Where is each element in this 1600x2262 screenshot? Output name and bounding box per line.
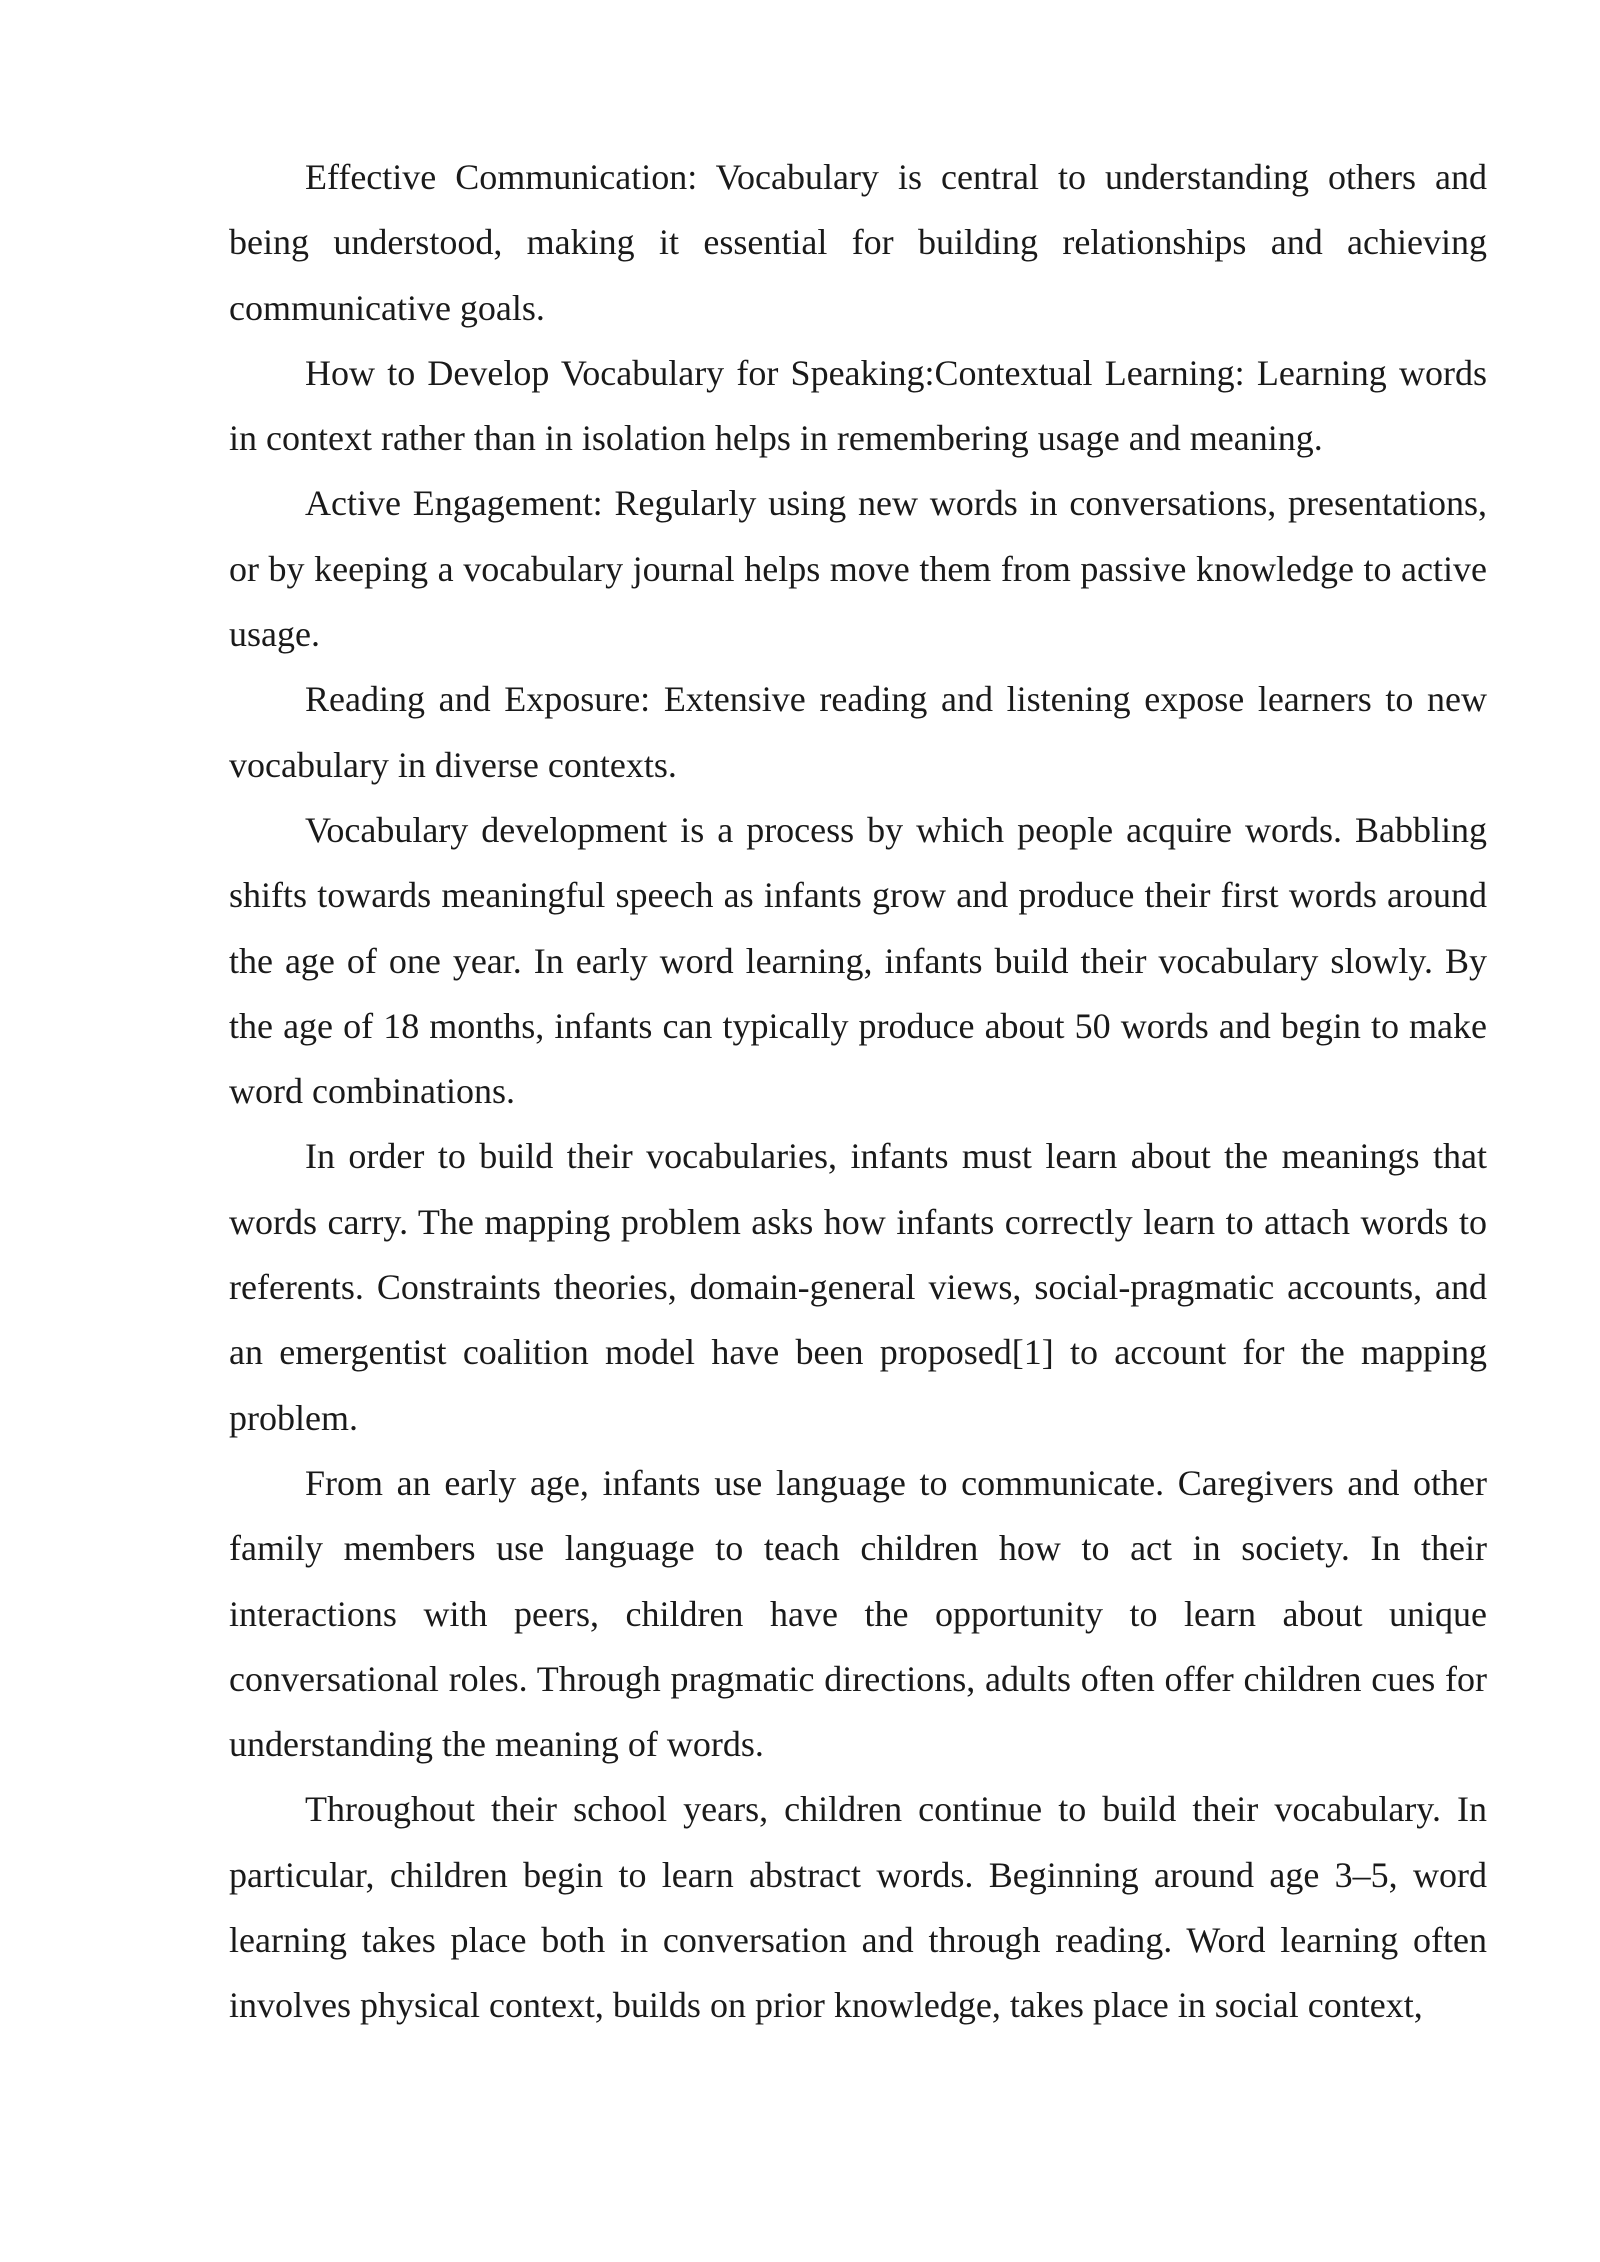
paragraph-effective-communication: Effective Communication: Vocabulary is central to understanding others and being understood, making it essential for building relationships and achieving communicative goals. (229, 157, 1487, 328)
paragraph-mapping-problem: In order to build their vocabularies, infants must learn about the meanings that words carry. The mapping problem asks how infants correctly learn to attach words to referents. Constraints theories, domain-general views, social-pragmatic accounts, and an emergentist coalition model have been proposed[1] to account for the mapping problem. (229, 1136, 1487, 1438)
paragraph-school-years: Throughout their school years, children continue to build their vocabulary. In particular, children begin to learn abstract words. Beginning around age 3–5, word learning takes place both in conversation and through reading. Word learning often involves physical context, builds on prior knowledge, takes place in social context, (229, 1789, 1487, 2026)
paragraph-early-communication: From an early age, infants use language to communicate. Caregivers and other family members use language to teach children how to act in society. In their interactions with peers, children have the opportunity to learn about unique conversational roles. Through pragmatic directions, adults often offer children cues for understanding the meaning of words. (229, 1462, 1487, 1765)
paragraph-develop-vocabulary: How to Develop Vocabulary for Speaking:Contextual Learning: Learning words in context rather than in isolation helps in remembering usage and meaning. (229, 352, 1487, 459)
paragraph-reading-exposure: Reading and Exposure: Extensive reading and listening expose learners to new vocabulary in diverse contexts. (229, 679, 1487, 785)
paragraph-vocabulary-development: Vocabulary development is a process by which people acquire words. Babbling shifts towards meaningful speech as infants grow and produce their first words around the age of one year. In early word learning, infants build their vocabulary slowly. By the age of 18 months, infants can typically produce about 50 words and begin to make word combinations. (229, 809, 1487, 1112)
paragraph-active-engagement: Active Engagement: Regularly using new words in conversations, presentations, or by keeping a vocabulary journal helps move them from passive knowledge to active usage. (229, 483, 1487, 655)
body-text (229, 145, 1487, 2039)
